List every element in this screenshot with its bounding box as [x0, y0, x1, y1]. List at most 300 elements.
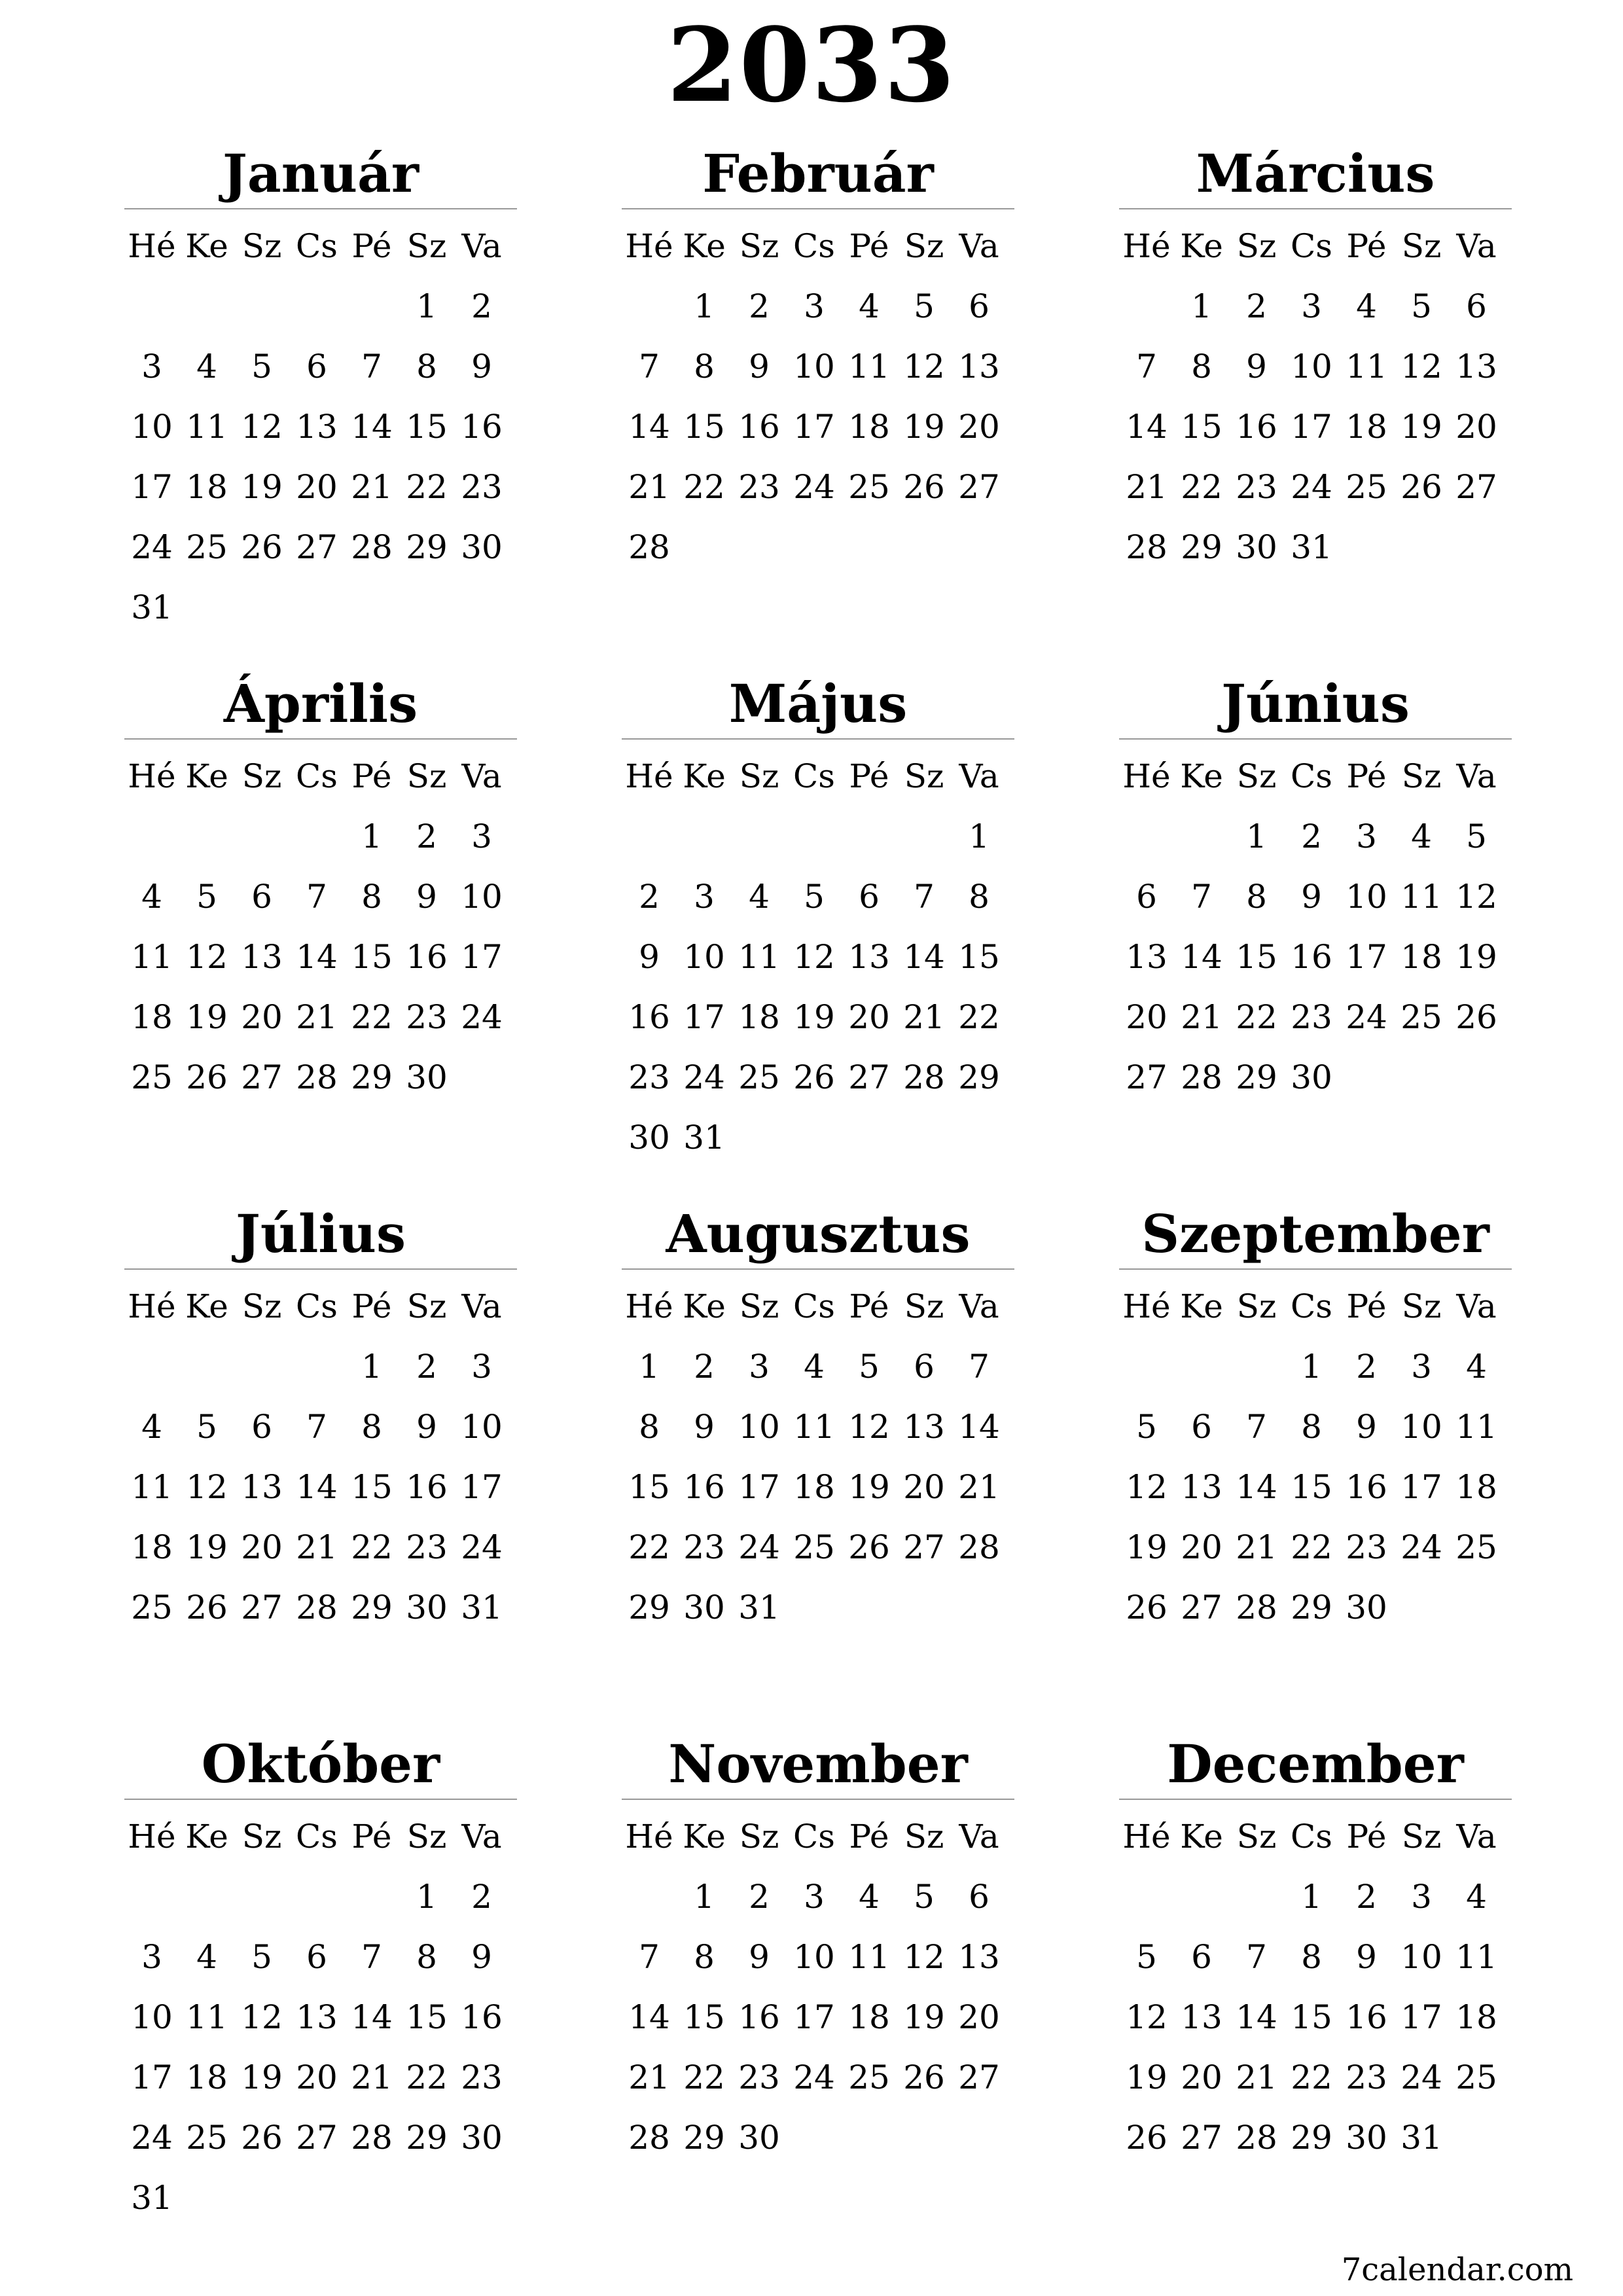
day-cell: 11: [793, 1408, 835, 1446]
weekday-header: Pé: [849, 227, 889, 265]
day-cell: 11: [131, 1468, 173, 1506]
day-cell: 3: [804, 1878, 825, 1916]
day-cell: 10: [1400, 1408, 1442, 1446]
month-divider: [124, 1799, 517, 1800]
weekday-header: Cs: [793, 757, 835, 795]
day-cell: 20: [296, 468, 338, 506]
day-cell: 12: [903, 1938, 945, 1976]
day-cell: 5: [859, 1348, 880, 1386]
day-cell: 8: [416, 1938, 437, 1976]
day-cell: 27: [241, 1588, 283, 1626]
day-cell: 28: [351, 528, 393, 566]
weekday-header: Ke: [185, 227, 228, 265]
day-cell: 29: [958, 1058, 1000, 1096]
day-cell: 14: [296, 1468, 338, 1506]
day-cell: 6: [1136, 878, 1157, 916]
weekday-header: Cs: [793, 1818, 835, 1856]
day-cell: 8: [361, 1408, 382, 1446]
weekday-header: Cs: [1291, 757, 1332, 795]
weekday-header: Ke: [1180, 1287, 1223, 1325]
day-cell: 27: [241, 1058, 283, 1096]
month-name: Január: [223, 143, 419, 204]
weekday-header: Ke: [683, 757, 726, 795]
day-cell: 22: [958, 998, 1000, 1036]
day-cell: 4: [1466, 1878, 1487, 1916]
day-cell: 7: [639, 1938, 660, 1976]
day-cell: 19: [1455, 938, 1497, 976]
weekday-header: Ke: [683, 1818, 726, 1856]
day-cell: 16: [1346, 1998, 1387, 2036]
day-cell: 13: [958, 348, 1000, 386]
month-divider: [622, 1268, 1014, 1270]
day-cell: 30: [683, 1588, 725, 1626]
day-cell: 5: [804, 878, 825, 916]
day-cell: 31: [131, 2179, 173, 2217]
day-cell: 9: [639, 938, 660, 976]
day-cell: 28: [1181, 1058, 1222, 1096]
day-cell: 28: [1126, 528, 1168, 566]
day-cell: 8: [969, 878, 990, 916]
day-cell: 25: [186, 2119, 228, 2157]
day-cell: 1: [969, 817, 990, 855]
day-cell: 15: [406, 408, 448, 446]
day-cell: 28: [628, 2119, 670, 2157]
month-block: [124, 1728, 517, 2228]
day-cell: 5: [1136, 1938, 1157, 1976]
day-cell: 14: [628, 408, 670, 446]
day-cell: 18: [1455, 1468, 1497, 1506]
month-name: Április: [223, 673, 418, 734]
day-cell: 23: [461, 2058, 503, 2096]
day-cell: 13: [296, 408, 338, 446]
day-cell: 29: [1236, 1058, 1277, 1096]
day-cell: 12: [241, 1998, 283, 2036]
day-cell: 4: [749, 878, 770, 916]
day-cell: 4: [1466, 1348, 1487, 1386]
day-cell: 27: [958, 468, 1000, 506]
weekday-header: Va: [461, 1287, 502, 1325]
day-cell: 1: [694, 1878, 715, 1916]
day-cell: 18: [793, 1468, 835, 1506]
day-cell: 6: [1191, 1938, 1212, 1976]
day-cell: 2: [416, 817, 437, 855]
day-cell: 10: [131, 408, 173, 446]
day-cell: 12: [1126, 1998, 1168, 2036]
weekday-header: Sz: [406, 227, 447, 265]
day-cell: 22: [351, 998, 393, 1036]
day-cell: 27: [958, 2058, 1000, 2096]
day-cell: 10: [131, 1998, 173, 2036]
day-cell: 13: [903, 1408, 945, 1446]
month-divider: [124, 208, 517, 209]
day-cell: 20: [848, 998, 890, 1036]
day-cell: 18: [186, 2058, 228, 2096]
month-divider: [622, 1799, 1014, 1800]
day-cell: 2: [1356, 1878, 1377, 1916]
day-cell: 22: [683, 2058, 725, 2096]
day-cell: 4: [1411, 817, 1432, 855]
day-cell: 30: [1346, 2119, 1387, 2157]
day-cell: 18: [1346, 408, 1387, 446]
day-cell: 2: [471, 1878, 492, 1916]
day-cell: 4: [141, 878, 162, 916]
day-cell: 11: [186, 1998, 228, 2036]
weekday-header: Ke: [185, 1287, 228, 1325]
weekday-header: Sz: [1236, 1818, 1277, 1856]
day-cell: 16: [406, 1468, 448, 1506]
weekday-header: Va: [959, 227, 999, 265]
weekday-header: Va: [1456, 227, 1497, 265]
day-cell: 24: [461, 998, 503, 1036]
day-cell: 6: [306, 1938, 327, 1976]
day-cell: 19: [1400, 408, 1442, 446]
day-cell: 26: [1126, 2119, 1168, 2157]
day-cell: 30: [628, 1119, 670, 1157]
day-cell: 9: [749, 1938, 770, 1976]
weekday-header: Cs: [296, 227, 338, 265]
month-name: Június: [1221, 673, 1410, 734]
day-cell: 12: [793, 938, 835, 976]
day-cell: 13: [1126, 938, 1168, 976]
day-cell: 20: [241, 1528, 283, 1566]
month-block: [622, 137, 1014, 637]
day-cell: 18: [1455, 1998, 1497, 2036]
day-cell: 1: [639, 1348, 660, 1386]
day-cell: 12: [1455, 878, 1497, 916]
day-cell: 16: [1236, 408, 1277, 446]
day-cell: 7: [1246, 1408, 1267, 1446]
day-cell: 21: [958, 1468, 1000, 1506]
day-cell: 6: [251, 1408, 272, 1446]
day-cell: 21: [1236, 2058, 1277, 2096]
weekday-header: Sz: [1236, 757, 1277, 795]
day-cell: 17: [461, 938, 503, 976]
day-cell: 2: [749, 287, 770, 325]
day-cell: 11: [186, 408, 228, 446]
weekday-header: Sz: [739, 227, 779, 265]
day-cell: 22: [1181, 468, 1222, 506]
day-cell: 16: [683, 1468, 725, 1506]
day-cell: 7: [306, 878, 327, 916]
day-cell: 15: [628, 1468, 670, 1506]
day-cell: 30: [1291, 1058, 1332, 1096]
day-cell: 8: [416, 348, 437, 386]
weekday-header: Va: [1456, 1287, 1497, 1325]
day-cell: 28: [1236, 2119, 1277, 2157]
day-cell: 9: [749, 348, 770, 386]
day-cell: 5: [251, 1938, 272, 1976]
day-cell: 26: [793, 1058, 835, 1096]
day-cell: 24: [131, 2119, 173, 2157]
day-cell: 15: [406, 1998, 448, 2036]
day-cell: 26: [903, 468, 945, 506]
month-divider: [622, 208, 1014, 209]
day-cell: 18: [848, 408, 890, 446]
day-cell: 3: [141, 1938, 162, 1976]
day-cell: 26: [1400, 468, 1442, 506]
day-cell: 29: [683, 2119, 725, 2157]
day-cell: 18: [848, 1998, 890, 2036]
weekday-header: Cs: [296, 1818, 338, 1856]
day-cell: 5: [1411, 287, 1432, 325]
day-cell: 28: [351, 2119, 393, 2157]
weekday-header: Sz: [241, 1287, 282, 1325]
day-cell: 16: [738, 408, 780, 446]
weekday-header: Pé: [849, 1287, 889, 1325]
day-cell: 10: [738, 1408, 780, 1446]
month-name: Július: [236, 1203, 406, 1265]
weekday-header: Sz: [406, 1818, 447, 1856]
day-cell: 14: [628, 1998, 670, 2036]
day-cell: 14: [296, 938, 338, 976]
day-cell: 2: [1246, 287, 1267, 325]
day-cell: 4: [804, 1348, 825, 1386]
day-cell: 17: [738, 1468, 780, 1506]
weekday-header: Hé: [1122, 1287, 1171, 1325]
day-cell: 30: [1236, 528, 1277, 566]
day-cell: 31: [683, 1119, 725, 1157]
day-cell: 22: [406, 2058, 448, 2096]
day-cell: 9: [416, 878, 437, 916]
day-cell: 13: [958, 1938, 1000, 1976]
day-cell: 24: [738, 1528, 780, 1566]
day-cell: 13: [241, 938, 283, 976]
day-cell: 25: [186, 528, 228, 566]
day-cell: 18: [131, 998, 173, 1036]
day-cell: 17: [1346, 938, 1387, 976]
day-cell: 15: [958, 938, 1000, 976]
day-cell: 19: [241, 2058, 283, 2096]
day-cell: 23: [406, 998, 448, 1036]
day-cell: 8: [694, 348, 715, 386]
weekday-header: Hé: [625, 757, 673, 795]
day-cell: 30: [738, 2119, 780, 2157]
day-cell: 25: [738, 1058, 780, 1096]
day-cell: 16: [1346, 1468, 1387, 1506]
day-cell: 27: [296, 528, 338, 566]
day-cell: 26: [241, 528, 283, 566]
weekday-header: Sz: [1401, 1818, 1442, 1856]
day-cell: 1: [416, 1878, 437, 1916]
day-cell: 20: [1181, 1528, 1222, 1566]
day-cell: 12: [1126, 1468, 1168, 1506]
weekday-header: Sz: [1401, 757, 1442, 795]
day-cell: 16: [1291, 938, 1332, 976]
day-cell: 21: [628, 468, 670, 506]
weekday-header: Pé: [351, 757, 392, 795]
weekday-header: Pé: [351, 1818, 392, 1856]
day-cell: 12: [186, 938, 228, 976]
day-cell: 14: [1126, 408, 1168, 446]
weekday-header: Hé: [625, 1287, 673, 1325]
day-cell: 30: [1346, 1588, 1387, 1626]
weekday-header: Hé: [625, 1818, 673, 1856]
day-cell: 27: [903, 1528, 945, 1566]
day-cell: 23: [1346, 2058, 1387, 2096]
weekday-header: Sz: [241, 1818, 282, 1856]
day-cell: 13: [848, 938, 890, 976]
day-cell: 16: [406, 938, 448, 976]
day-cell: 27: [1455, 468, 1497, 506]
weekday-header: Cs: [793, 227, 835, 265]
month-divider: [1119, 208, 1512, 209]
day-cell: 17: [1291, 408, 1332, 446]
day-cell: 31: [1400, 2119, 1442, 2157]
day-cell: 5: [1136, 1408, 1157, 1446]
day-cell: 19: [848, 1468, 890, 1506]
month-name: Május: [728, 673, 908, 734]
month-block: [1119, 137, 1512, 637]
day-cell: 21: [1126, 468, 1168, 506]
day-cell: 1: [1301, 1878, 1322, 1916]
day-cell: 7: [914, 878, 935, 916]
weekday-header: Sz: [739, 1287, 779, 1325]
weekday-header: Ke: [1180, 1818, 1223, 1856]
day-cell: 25: [1400, 998, 1442, 1036]
weekday-header: Pé: [849, 757, 889, 795]
day-cell: 10: [1346, 878, 1387, 916]
month-block: [1119, 1728, 1512, 2228]
day-cell: 17: [131, 2058, 173, 2096]
month-name: December: [1167, 1733, 1464, 1795]
day-cell: 1: [361, 817, 382, 855]
day-cell: 16: [461, 1998, 503, 2036]
day-cell: 25: [1455, 2058, 1497, 2096]
month-divider: [1119, 1799, 1512, 1800]
day-cell: 2: [1356, 1348, 1377, 1386]
day-cell: 15: [1236, 938, 1277, 976]
day-cell: 2: [694, 1348, 715, 1386]
day-cell: 20: [958, 408, 1000, 446]
day-cell: 19: [241, 468, 283, 506]
day-cell: 4: [196, 1938, 217, 1976]
weekday-header: Va: [461, 757, 502, 795]
day-cell: 28: [958, 1528, 1000, 1566]
day-cell: 29: [406, 2119, 448, 2157]
weekday-header: Cs: [296, 1287, 338, 1325]
weekday-header: Ke: [185, 1818, 228, 1856]
day-cell: 26: [848, 1528, 890, 1566]
day-cell: 8: [694, 1938, 715, 1976]
day-cell: 20: [296, 2058, 338, 2096]
weekday-header: Hé: [128, 757, 176, 795]
year-title: 2033: [666, 5, 957, 125]
day-cell: 27: [1126, 1058, 1168, 1096]
day-cell: 21: [351, 2058, 393, 2096]
day-cell: 2: [639, 878, 660, 916]
day-cell: 11: [1400, 878, 1442, 916]
day-cell: 25: [1455, 1528, 1497, 1566]
day-cell: 3: [471, 1348, 492, 1386]
day-cell: 30: [461, 2119, 503, 2157]
day-cell: 27: [848, 1058, 890, 1096]
day-cell: 23: [1291, 998, 1332, 1036]
weekday-header: Sz: [1236, 227, 1277, 265]
weekday-header: Sz: [241, 227, 282, 265]
weekday-header: Sz: [406, 757, 447, 795]
day-cell: 24: [461, 1528, 503, 1566]
day-cell: 10: [793, 1938, 835, 1976]
weekday-header: Hé: [1122, 1818, 1171, 1856]
day-cell: 27: [296, 2119, 338, 2157]
day-cell: 23: [1346, 1528, 1387, 1566]
weekday-header: Hé: [128, 1818, 176, 1856]
day-cell: 8: [639, 1408, 660, 1446]
weekday-header: Sz: [1236, 1287, 1277, 1325]
day-cell: 6: [859, 878, 880, 916]
day-cell: 21: [351, 468, 393, 506]
day-cell: 17: [793, 1998, 835, 2036]
day-cell: 3: [1301, 287, 1322, 325]
month-name: Október: [201, 1733, 440, 1795]
day-cell: 29: [406, 528, 448, 566]
day-cell: 15: [683, 1998, 725, 2036]
day-cell: 26: [1126, 1588, 1168, 1626]
day-cell: 7: [1191, 878, 1212, 916]
day-cell: 8: [1246, 878, 1267, 916]
weekday-header: Hé: [1122, 757, 1171, 795]
month-block: [124, 1198, 517, 1698]
day-cell: 17: [1400, 1998, 1442, 2036]
day-cell: 22: [1291, 2058, 1332, 2096]
day-cell: 21: [1236, 1528, 1277, 1566]
weekday-header: Ke: [683, 227, 726, 265]
day-cell: 14: [1236, 1998, 1277, 2036]
day-cell: 6: [969, 287, 990, 325]
day-cell: 18: [131, 1528, 173, 1566]
day-cell: 6: [306, 348, 327, 386]
day-cell: 12: [241, 408, 283, 446]
weekday-header: Pé: [1346, 227, 1387, 265]
day-cell: 14: [1236, 1468, 1277, 1506]
day-cell: 9: [471, 348, 492, 386]
day-cell: 26: [903, 2058, 945, 2096]
weekday-header: Va: [461, 1818, 502, 1856]
day-cell: 23: [738, 2058, 780, 2096]
weekday-header: Ke: [185, 757, 228, 795]
day-cell: 10: [1400, 1938, 1442, 1976]
day-cell: 6: [1466, 287, 1487, 325]
weekday-header: Cs: [296, 757, 338, 795]
day-cell: 7: [1136, 348, 1157, 386]
day-cell: 17: [131, 468, 173, 506]
day-cell: 11: [1346, 348, 1387, 386]
day-cell: 13: [241, 1468, 283, 1506]
weekday-header: Va: [461, 227, 502, 265]
day-cell: 12: [903, 348, 945, 386]
day-cell: 28: [903, 1058, 945, 1096]
day-cell: 3: [1411, 1878, 1432, 1916]
day-cell: 21: [296, 998, 338, 1036]
month-block: [622, 1198, 1014, 1698]
day-cell: 1: [416, 287, 437, 325]
day-cell: 18: [186, 468, 228, 506]
weekday-header: Ke: [683, 1287, 726, 1325]
day-cell: 25: [848, 468, 890, 506]
day-cell: 5: [914, 287, 935, 325]
weekday-header: Ke: [1180, 757, 1223, 795]
day-cell: 20: [1126, 998, 1168, 1036]
day-cell: 23: [461, 468, 503, 506]
day-cell: 24: [793, 468, 835, 506]
footer-website: 7calendar.com: [1341, 2251, 1573, 2288]
day-cell: 17: [1400, 1468, 1442, 1506]
day-cell: 19: [903, 408, 945, 446]
day-cell: 3: [804, 287, 825, 325]
day-cell: 28: [1236, 1588, 1277, 1626]
day-cell: 6: [914, 1348, 935, 1386]
day-cell: 4: [141, 1408, 162, 1446]
